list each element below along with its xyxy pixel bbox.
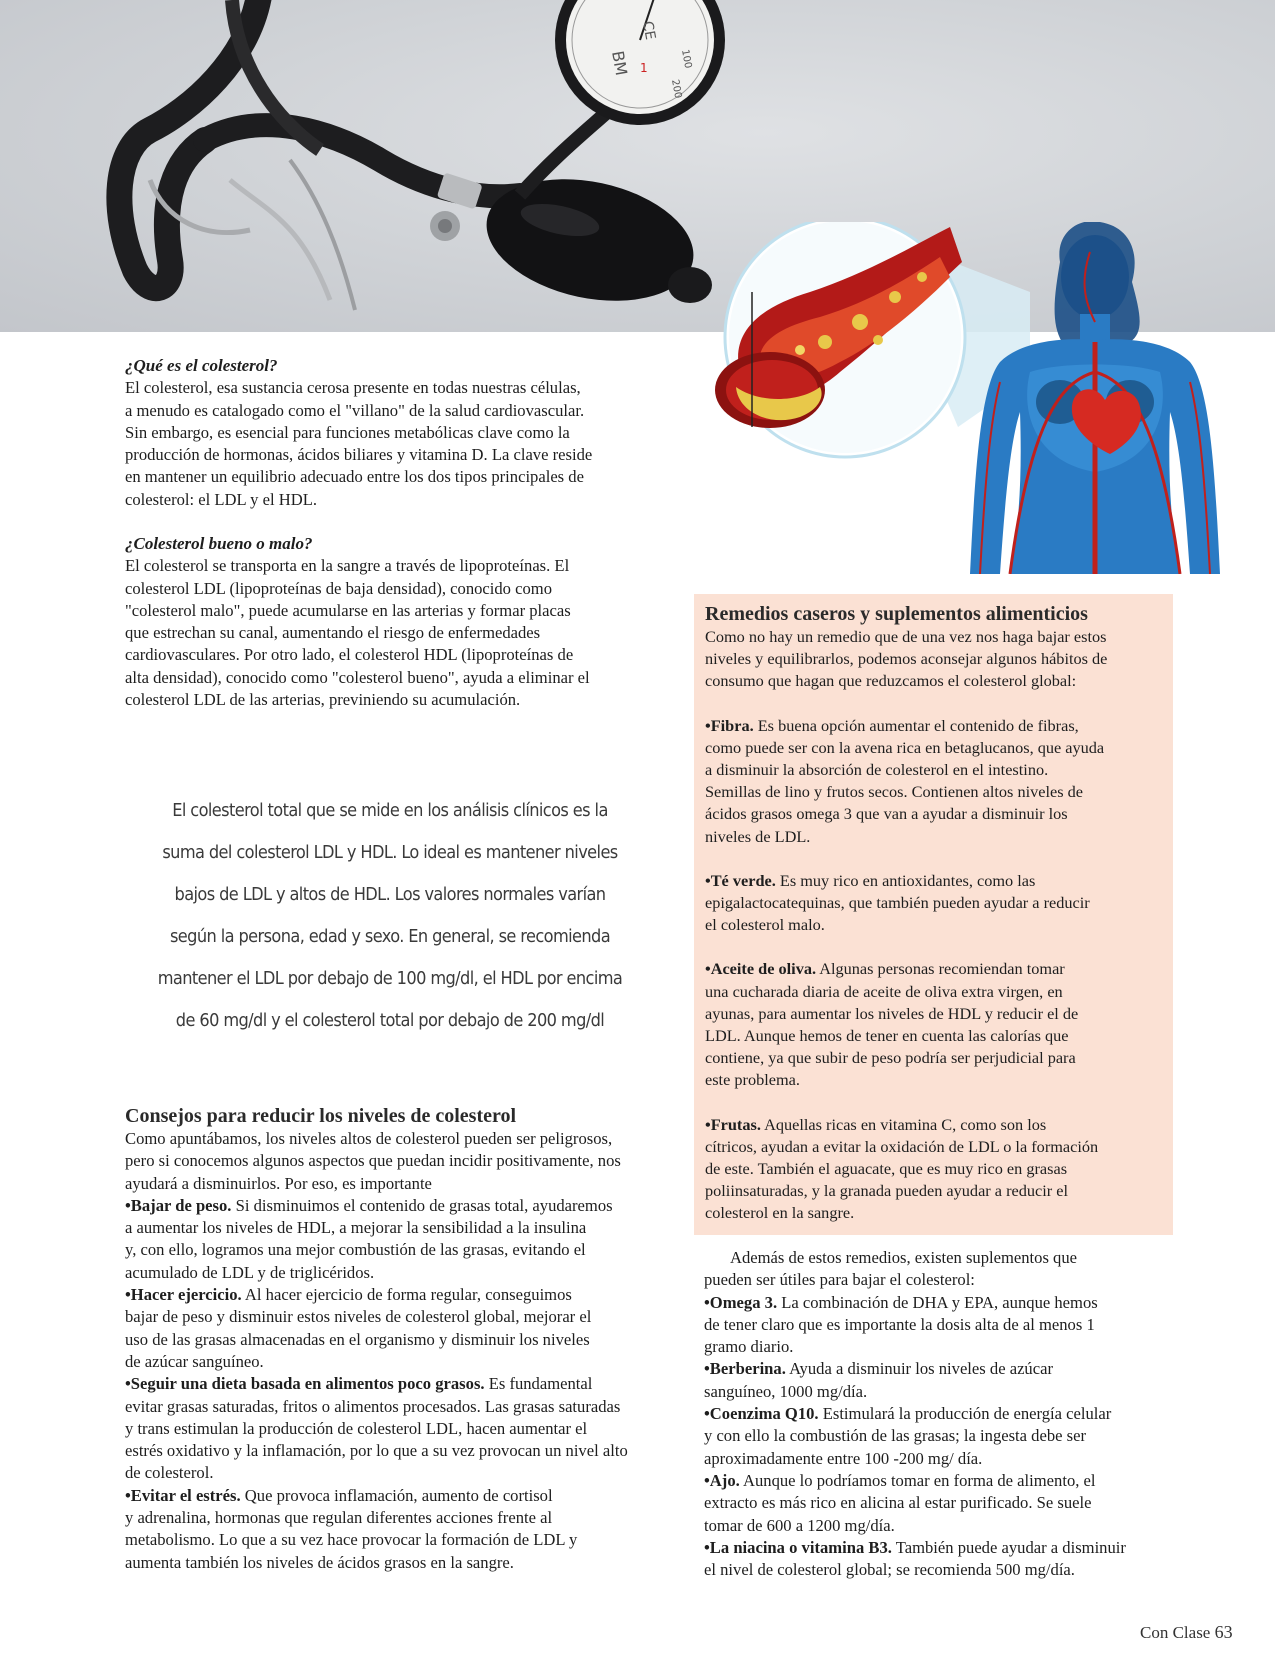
good-bad-line: colesterol LDL de las arterias, previniendo su acumulación. [125,690,521,710]
svg-text:1: 1 [640,61,648,75]
intro-line: a menudo es catalogado como el "villano" de la salud cardiovascular. [125,400,585,420]
consejos-intro-line: ayudará a disminuirlos. Por eso, es importante [125,1173,432,1193]
consejos-title: Consejos para reducir los niveles de colesterol [125,1105,517,1127]
good-bad-line: alta densidad), conocido como "colesterol bueno", ayuda a eliminar el [125,667,590,687]
consejo-line: y trans estimulan la producción de colesterol LDL, hacen aumentar el [125,1418,588,1438]
consejo-item-ejercicio: •Hacer ejercicio. Al hacer ejercicio de forma regular, conseguimos [125,1285,572,1305]
intro-line: colesterol: el LDL y el HDL. [125,489,317,509]
supplement-item-ajo: •Ajo. Aunque lo podríamos tomar en forma de alimento, el [704,1470,1096,1490]
remedy-line: una cucharada diaria de aceite de oliva extra virgen, en [705,981,1063,1001]
pull-quote-line: según la persona, edad y sexo. En general, se recomienda [169,926,611,947]
supplements-intro-line: Además de estos remedios, existen suplementos que [730,1248,1078,1267]
consejos-intro-line: Como apuntábamos, los niveles altos de colesterol pueden ser peligrosos, [125,1129,613,1148]
remedy-item-fibra: •Fibra. Es buena opción aumentar el contenido de fibras, [705,715,1079,735]
consejo-line: de colesterol. [125,1463,214,1483]
svg-text:200: 200 [669,78,684,100]
consejo-line: uso de las grasas almacenadas en el organismo y disminuir los niveles [125,1329,590,1349]
svg-text:CE: CE [639,19,659,42]
intro-line: producción de hormonas, ácidos biliares y vitamina D. La clave reside [125,445,593,465]
pull-quote-line: bajos de LDL y altos de HDL. Los valores normales varían [174,884,606,905]
pull-quote-line: suma del colesterol LDL y HDL. Lo ideal es mantener niveles [162,842,618,863]
consejo-line: bajar de peso y disminuir estos niveles de colesterol global, mejorar el [125,1307,592,1327]
intro-section [125,355,665,511]
consejo-item-dieta: •Seguir una dieta basada en alimentos poco grasos. Es fundamental [125,1374,593,1394]
supplement-line: de tener claro que es importante la dosis alta de al menos 1 [704,1314,1095,1334]
remedy-line: este problema. [705,1070,800,1090]
supplement-line: aproximadamente entre 100 -200 mg/ día. [704,1448,983,1468]
intro-line: Sin embargo, es esencial para funciones metabólicas clave como la [125,422,570,442]
remedy-line: cítricos, ayudan a evitar la oxidación de LDL o la formación [705,1136,1099,1156]
consejo-line: de azúcar sanguíneo. [125,1351,264,1371]
consejos-section [125,1104,670,1574]
good-bad-line: colesterol LDL (lipoproteínas de baja densidad), conocido como [125,578,552,598]
good-bad-line: cardiovasculares. Por otro lado, el colesterol HDL (lipoproteínas de [125,645,574,665]
pull-quote-line: mantener el LDL por debajo de 100 mg/dl, el HDL por encima [157,968,623,989]
remedies-title: Remedios caseros y suplementos alimenticios [705,603,1088,625]
remedy-item-te-verde: •Té verde. Es muy rico en antioxidantes, como las [705,870,1036,890]
remedy-line: Semillas de lino y frutos secos. Contienen altos niveles de [705,782,1084,802]
remedy-line: como puede ser con la avena rica en betaglucanos, que ayuda [705,737,1105,757]
remedy-line: epigalactocatequinas, que también pueden ayudar a reducir [705,893,1090,913]
supplement-line: y con ello la combustión de las grasas; la ingesta debe ser [704,1426,1087,1446]
magazine-name: Con Clase [1140,1623,1211,1642]
consejo-line: acumulado de LDL y de triglicéridos. [125,1262,375,1282]
supplements-section [704,1247,1169,1581]
consejo-line: metabolismo. Lo que a su vez hace provocar la formación de LDL y [125,1530,578,1550]
pull-quote-line: El colesterol total que se mide en los análisis clínicos es la [172,800,608,821]
remedy-line: colesterol en la sangre. [705,1203,855,1223]
remedy-item-frutas: •Frutas. Aquellas ricas en vitamina C, como son los [705,1114,1047,1134]
intro-line: El colesterol, esa sustancia cerosa presente en todas nuestras células, [125,378,581,398]
supplement-item-coenzima: •Coenzima Q10. Estimulará la producción de energía celular [704,1404,1112,1424]
pull-quote-line: de 60 mg/dl y el colesterol total por debajo de 200 mg/dl [175,1010,605,1031]
supplement-line: tomar de 600 a 1200 mg/día. [704,1515,895,1535]
supplement-line: gramo diario. [704,1337,794,1357]
good-bad-section [125,533,665,711]
remedies-intro-line: Como no hay un remedio que de una vez nos haga bajar estos [705,627,1107,646]
consejo-item-bajar-peso: •Bajar de peso. Si disminuimos el contenido de grasas total, ayudaremos [125,1195,613,1215]
good-bad-heading: ¿Colesterol bueno o malo? [125,534,313,553]
page-footer [1140,1622,1233,1643]
remedy-line: a disminuir la absorción de colesterol en el intestino. [705,760,1049,780]
consejo-line: a aumentar los niveles de HDL, a mejorar la sensibilidad a la insulina [125,1218,587,1238]
supplement-item-berberina: •Berberina. Ayuda a disminuir los niveles de azúcar [704,1359,1053,1379]
supplement-item-omega3: •Omega 3. La combinación de DHA y EPA, aunque hemos [704,1292,1098,1312]
pull-quote [150,790,630,1042]
consejo-line: y adrenalina, hormonas que regulan diferentes acciones frente al [125,1508,553,1528]
body-silhouette [970,222,1220,574]
remedy-line: el colesterol malo. [705,915,825,935]
remedy-line: contiene, ya que subir de peso podría ser perjudicial para [705,1048,1076,1068]
good-bad-line: que estrechan su canal, aumentando el riesgo de enfermedades [125,623,541,643]
remedies-intro-line: niveles y equilibrarlos, podemos aconsejar algunos hábitos de [705,649,1108,669]
supplement-item-niacina: •La niacina o vitamina B3. También puede ayudar a disminuir [704,1537,1126,1557]
consejos-intro-line: pero si conocemos algunos aspectos que puedan incidir positivamente, nos [125,1151,621,1171]
remedy-line: de este. También el aguacate, que es muy rico en grasas [705,1159,1068,1179]
supplement-line: extracto es más rico en alicina al estar purificado. Se suele [704,1493,1092,1513]
remedies-intro-line: consumo que hagan que reduzcamos el colesterol global: [705,671,1077,691]
remedy-line: poliinsaturadas, y la granada pueden ayudar a reducir el [705,1181,1069,1201]
intro-line: en mantener un equilibrio adecuado entre los dos tipos principales de [125,467,584,487]
consejo-line: aumenta también los niveles de ácidos grasos en la sangre. [125,1552,514,1572]
remedy-item-aceite-oliva: •Aceite de oliva. Algunas personas recomiendan tomar [705,959,1065,979]
intro-heading: ¿Qué es el colesterol? [125,356,278,375]
supplements-intro-line: pueden ser útiles para bajar el colesterol: [704,1270,975,1290]
remedies-box [694,594,1173,1235]
page-number: 63 [1214,1622,1233,1642]
remedy-line: ácidos grasos omega 3 que van a ayudar a disminuir los [705,804,1068,824]
remedy-line: LDL. Aunque hemos de tener en cuenta las calorías que [705,1026,1069,1046]
consejo-line: y, con ello, logramos una mejor combustión de las grasas, evitando el [125,1240,586,1260]
good-bad-line: El colesterol se transporta en la sangre a través de lipoproteínas. El [125,556,570,576]
svg-text:BM: BM [608,49,632,78]
remedy-line: niveles de LDL. [705,826,811,846]
supplement-line: sanguíneo, 1000 mg/día. [704,1381,868,1401]
consejo-line: evitar grasas saturadas, fritos o alimentos procesados. Las grasas saturadas [125,1396,621,1416]
artery-anatomy-illustration [700,222,1275,574]
consejo-line: estrés oxidativo y la inflamación, por lo que a su vez provocan un nivel alto [125,1441,628,1461]
svg-text:100: 100 [679,48,694,70]
consejo-item-estres: •Evitar el estrés. Que provoca inflamación, aumento de cortisol [125,1485,553,1505]
remedy-line: ayunas, para aumentar los niveles de HDL y reducir el de [705,1003,1079,1023]
supplement-line: el nivel de colesterol global; se recomienda 500 mg/día. [704,1560,1075,1580]
good-bad-line: "colesterol malo", puede acumularse en las arterias y formar placas [125,600,571,620]
